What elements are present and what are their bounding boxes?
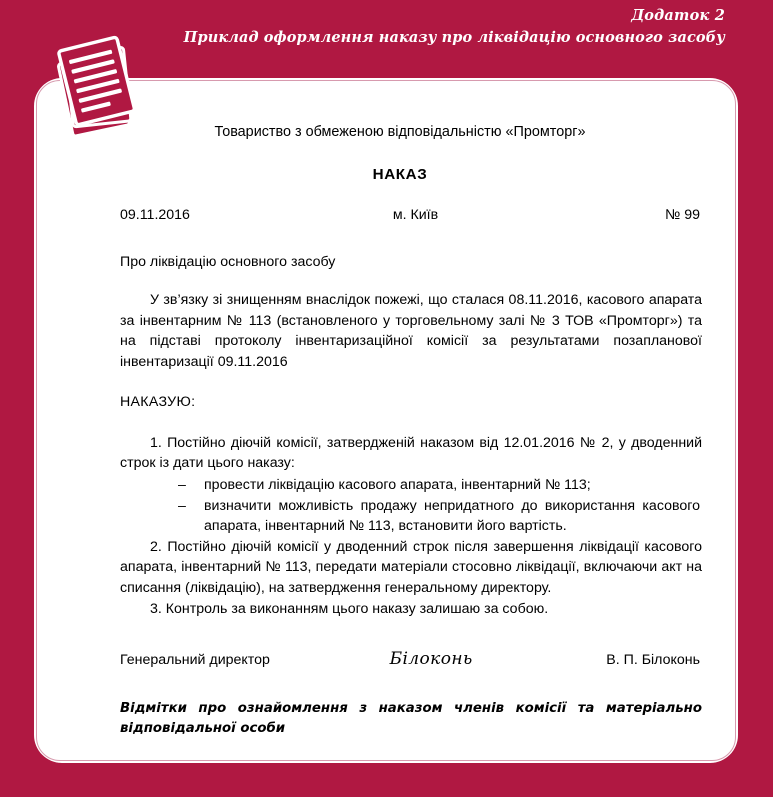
document-footnote: Відмітки про ознайомлення з наказом членів комісії та матеріально відповідальної особи: [120, 700, 702, 736]
document-meta-row: [120, 205, 706, 226]
document-preamble: У зв’язку зі знищенням внаслідок пожежі, що сталася 08.11.2016, касового апарата за інвентарним № 113 (встановленого у торговельному залі № 3 ТОВ «Промторг») та на підставі протоколу інвентаризаційної комісії за результатами позапланової інвентаризації 09.11.2016: [120, 292, 702, 370]
signer-title: Генеральний директор: [120, 652, 270, 669]
document-city: м. Київ: [392, 207, 439, 223]
document-date: 09.11.2016: [120, 207, 190, 223]
clause-1: 1. Постійно діючій комісії, затвердженій наказом від 12.01.2016 № 2, у дводенний строк із дати цього наказу:: [120, 434, 702, 472]
document-kind: НАКАЗ: [372, 165, 428, 183]
header-subtitle: Приклад оформлення наказу про ліквідацію основного засобу: [183, 29, 725, 46]
clause-3: 3. Контроль за виконанням цього наказу залишаю за собою.: [150, 600, 549, 617]
dash-marker-icon: –: [178, 497, 186, 514]
document-body: [36, 80, 736, 761]
list-item: [178, 496, 700, 537]
list-item-label: провести ліквідацію касового апарата, інвентарний № 113;: [204, 477, 591, 494]
signature-row: [120, 649, 706, 671]
order-keyword: НАКАЗУЮ:: [120, 394, 196, 411]
clause-2: 2. Постійно діючій комісії у дводенний строк після завершення ліквідації касового апарата, інвентарний № 113, передати матеріали стосовно ліквідації, включаючи акт на списання (ліквідацію), на затвердження генеральному директору.: [120, 538, 702, 597]
list-item-label: визначити можливість продажу непридатного до використання касового апарата, інвентарний № 113, встановити його вартість.: [204, 497, 700, 535]
list-item: [178, 475, 700, 496]
appendix-label: Додаток 2: [631, 7, 725, 24]
handwritten-signature: Білоконь: [389, 649, 473, 670]
dash-marker-icon: –: [178, 477, 186, 494]
clause-1-subitems: [178, 475, 706, 537]
document-number: № 99: [665, 207, 700, 223]
document-subject: Про ліквідацію основного засобу: [120, 253, 336, 270]
organization-name: Товариство з обмеженою відповідальністю «Промторг»: [214, 124, 586, 140]
signer-name: В. П. Білоконь: [606, 652, 700, 669]
